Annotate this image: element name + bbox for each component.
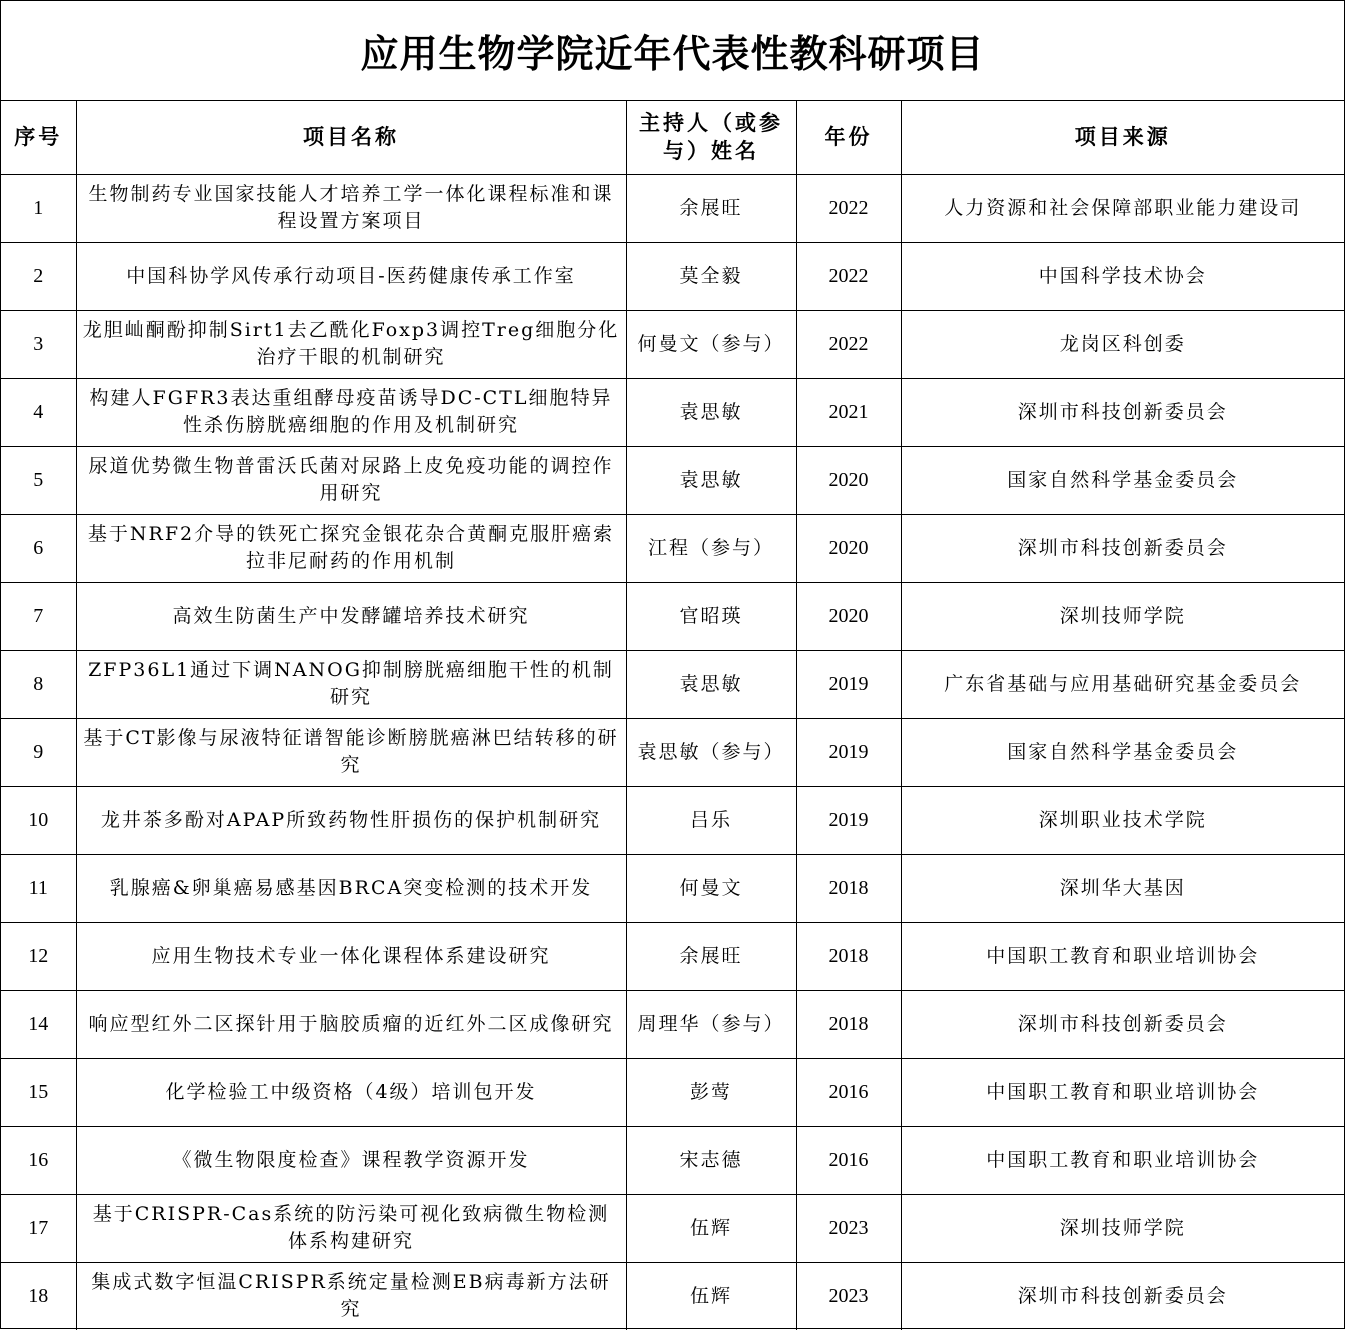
- header-source: 项目来源: [901, 101, 1344, 174]
- cell-year: 2023: [796, 1262, 901, 1330]
- table-row: [1, 786, 1344, 854]
- cell-index: 5: [1, 446, 76, 514]
- cell-host: 伍辉: [626, 1262, 796, 1330]
- cell-host: 袁思敏: [626, 378, 796, 446]
- cell-project-name: 基于NRF2介导的铁死亡探究金银花杂合黄酮克服肝癌索拉非尼耐药的作用机制: [76, 514, 626, 582]
- table-row: [1, 446, 1344, 514]
- cell-year: 2022: [796, 174, 901, 242]
- cell-host: 袁思敏: [626, 446, 796, 514]
- table-row: [1, 854, 1344, 922]
- cell-source: 人力资源和社会保障部职业能力建设司: [901, 174, 1344, 242]
- table-row: [1, 1262, 1344, 1330]
- cell-year: 2021: [796, 378, 901, 446]
- cell-host: 江程（参与）: [626, 514, 796, 582]
- cell-index: 11: [1, 854, 76, 922]
- table-row: [1, 378, 1344, 446]
- table-row: [1, 1126, 1344, 1194]
- cell-source: 深圳市科技创新委员会: [901, 990, 1344, 1058]
- cell-host: 官昭瑛: [626, 582, 796, 650]
- cell-index: 6: [1, 514, 76, 582]
- cell-project-name: ZFP36L1通过下调NANOG抑制膀胱癌细胞干性的机制研究: [76, 650, 626, 718]
- cell-index: 18: [1, 1262, 76, 1330]
- cell-index: 1: [1, 174, 76, 242]
- header-index: 序号: [1, 101, 76, 174]
- cell-host: 何曼文（参与）: [626, 310, 796, 378]
- cell-year: 2022: [796, 310, 901, 378]
- cell-index: 17: [1, 1194, 76, 1262]
- cell-year: 2023: [796, 1194, 901, 1262]
- cell-index: 12: [1, 922, 76, 990]
- cell-index: 14: [1, 990, 76, 1058]
- cell-source: 龙岗区科创委: [901, 310, 1344, 378]
- table-row: [1, 990, 1344, 1058]
- cell-project-name: 龙胆屾酮酚抑制Sirt1去乙酰化Foxp3调控Treg细胞分化治疗干眼的机制研究: [76, 310, 626, 378]
- cell-host: 袁思敏（参与）: [626, 718, 796, 786]
- cell-source: 深圳技师学院: [901, 1194, 1344, 1262]
- project-table: [1, 101, 1344, 1330]
- sheet-title: 应用生物学院近年代表性教科研项目: [1, 1, 1344, 101]
- cell-source: 中国职工教育和职业培训协会: [901, 922, 1344, 990]
- cell-project-name: 应用生物技术专业一体化课程体系建设研究: [76, 922, 626, 990]
- cell-source: 深圳华大基因: [901, 854, 1344, 922]
- cell-index: 15: [1, 1058, 76, 1126]
- cell-host: 周理华（参与）: [626, 990, 796, 1058]
- table-row: [1, 1058, 1344, 1126]
- cell-host: 宋志德: [626, 1126, 796, 1194]
- cell-source: 深圳市科技创新委员会: [901, 378, 1344, 446]
- cell-project-name: 《微生物限度检查》课程教学资源开发: [76, 1126, 626, 1194]
- cell-project-name: 响应型红外二区探针用于脑胶质瘤的近红外二区成像研究: [76, 990, 626, 1058]
- cell-project-name: 化学检验工中级资格（4级）培训包开发: [76, 1058, 626, 1126]
- cell-project-name: 尿道优势微生物普雷沃氏菌对尿路上皮免疫功能的调控作用研究: [76, 446, 626, 514]
- cell-source: 中国职工教育和职业培训协会: [901, 1126, 1344, 1194]
- cell-year: 2022: [796, 242, 901, 310]
- cell-year: 2020: [796, 582, 901, 650]
- cell-year: 2019: [796, 650, 901, 718]
- cell-year: 2016: [796, 1126, 901, 1194]
- cell-source: 深圳市科技创新委员会: [901, 514, 1344, 582]
- cell-index: 4: [1, 378, 76, 446]
- cell-year: 2020: [796, 514, 901, 582]
- cell-index: 10: [1, 786, 76, 854]
- cell-source: 深圳技师学院: [901, 582, 1344, 650]
- cell-project-name: 生物制药专业国家技能人才培养工学一体化课程标准和课程设置方案项目: [76, 174, 626, 242]
- cell-source: 广东省基础与应用基础研究基金委员会: [901, 650, 1344, 718]
- cell-year: 2018: [796, 922, 901, 990]
- cell-source: 中国职工教育和职业培训协会: [901, 1058, 1344, 1126]
- cell-host: 余展旺: [626, 922, 796, 990]
- cell-source: 中国科学技术协会: [901, 242, 1344, 310]
- cell-index: 2: [1, 242, 76, 310]
- cell-host: 伍辉: [626, 1194, 796, 1262]
- cell-project-name: 高效生防菌生产中发酵罐培养技术研究: [76, 582, 626, 650]
- cell-year: 2020: [796, 446, 901, 514]
- table-row: [1, 310, 1344, 378]
- table-row: [1, 514, 1344, 582]
- cell-project-name: 中国科协学风传承行动项目-医药健康传承工作室: [76, 242, 626, 310]
- cell-project-name: 集成式数字恒温CRISPR系统定量检测EB病毒新方法研究: [76, 1262, 626, 1330]
- cell-index: 16: [1, 1126, 76, 1194]
- cell-year: 2018: [796, 854, 901, 922]
- cell-index: 9: [1, 718, 76, 786]
- cell-project-name: 乳腺癌&卵巢癌易感基因BRCA突变检测的技术开发: [76, 854, 626, 922]
- header-year: 年份: [796, 101, 901, 174]
- cell-index: 8: [1, 650, 76, 718]
- header-row: [1, 101, 1344, 174]
- cell-host: 吕乐: [626, 786, 796, 854]
- cell-project-name: 基于CT影像与尿液特征谱智能诊断膀胱癌淋巴结转移的研究: [76, 718, 626, 786]
- header-project-name: 项目名称: [76, 101, 626, 174]
- cell-year: 2018: [796, 990, 901, 1058]
- cell-host: 余展旺: [626, 174, 796, 242]
- cell-source: 深圳职业技术学院: [901, 786, 1344, 854]
- table-row: [1, 650, 1344, 718]
- table-row: [1, 174, 1344, 242]
- table-row: [1, 242, 1344, 310]
- cell-source: 深圳市科技创新委员会: [901, 1262, 1344, 1330]
- table-row: [1, 718, 1344, 786]
- cell-host: 莫全毅: [626, 242, 796, 310]
- cell-index: 3: [1, 310, 76, 378]
- cell-project-name: 构建人FGFR3表达重组酵母疫苗诱导DC-CTL细胞特异性杀伤膀胱癌细胞的作用及机制研究: [76, 378, 626, 446]
- cell-project-name: 基于CRISPR-Cas系统的防污染可视化致病微生物检测体系构建研究: [76, 1194, 626, 1262]
- cell-source: 国家自然科学基金委员会: [901, 718, 1344, 786]
- header-host: 主持人（或参与）姓名: [626, 101, 796, 174]
- table-row: [1, 922, 1344, 990]
- cell-year: 2016: [796, 1058, 901, 1126]
- cell-host: 彭莺: [626, 1058, 796, 1126]
- cell-host: 何曼文: [626, 854, 796, 922]
- cell-project-name: 龙井茶多酚对APAP所致药物性肝损伤的保护机制研究: [76, 786, 626, 854]
- cell-index: 7: [1, 582, 76, 650]
- cell-year: 2019: [796, 786, 901, 854]
- table-row: [1, 1194, 1344, 1262]
- cell-year: 2019: [796, 718, 901, 786]
- cell-host: 袁思敏: [626, 650, 796, 718]
- cell-source: 国家自然科学基金委员会: [901, 446, 1344, 514]
- table-row: [1, 582, 1344, 650]
